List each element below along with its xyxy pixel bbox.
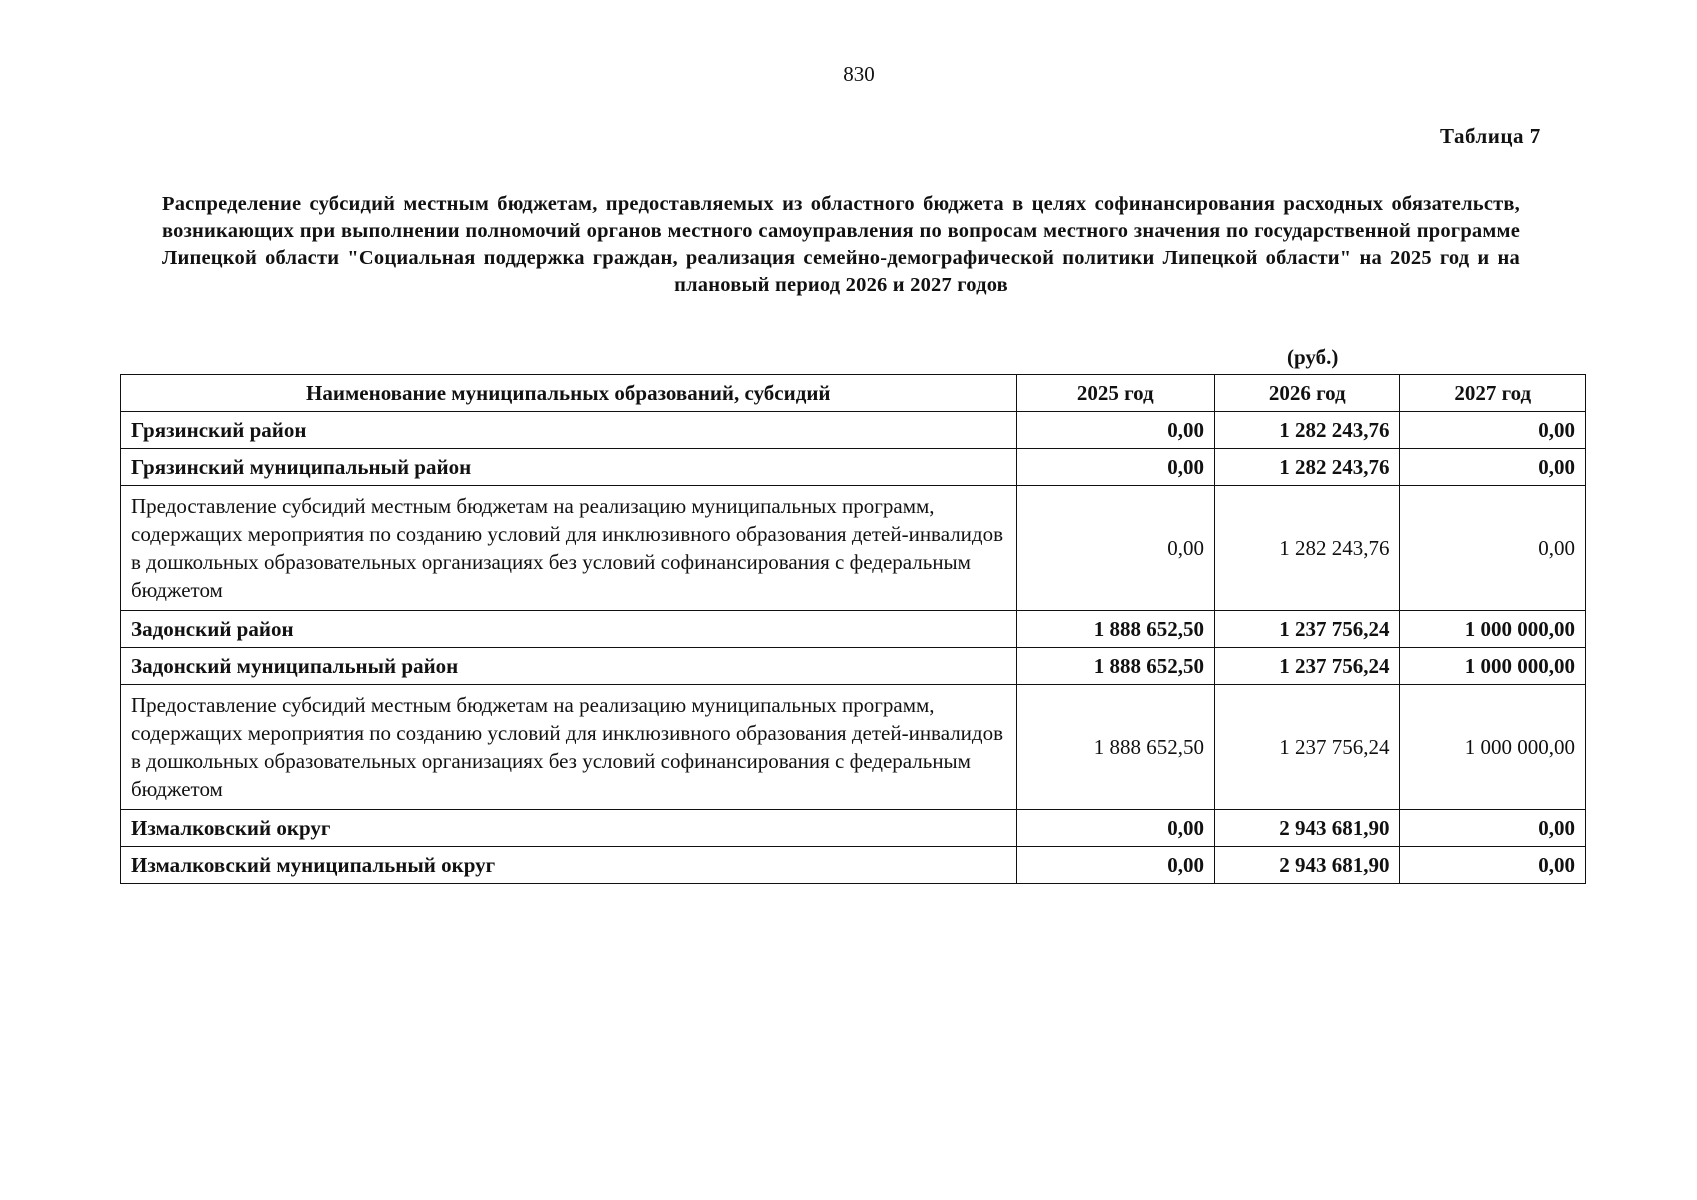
value-2025: 0,00 bbox=[1016, 412, 1214, 449]
value-2026: 2 943 681,90 bbox=[1214, 810, 1400, 847]
value-2027: 0,00 bbox=[1400, 810, 1586, 847]
table-label: Таблица 7 bbox=[1440, 124, 1541, 148]
value-2027: 0,00 bbox=[1400, 412, 1586, 449]
value-2025: 1 888 652,50 bbox=[1016, 685, 1214, 810]
value-2026: 1 282 243,76 bbox=[1214, 412, 1400, 449]
table-row bbox=[121, 648, 1586, 685]
row-name: Задонский муниципальный район bbox=[121, 648, 1017, 685]
value-2026: 1 282 243,76 bbox=[1214, 486, 1400, 611]
table-row bbox=[121, 685, 1586, 810]
value-2025: 0,00 bbox=[1016, 449, 1214, 486]
row-name: Предоставление субсидий местным бюджетам на реализацию муниципальных программ, содержащих мероприятия по созданию условий для инклюзивного образования детей-инвалидов в дошкольных образовательных организациях без условий софинансирования с федеральным бюджетом bbox=[121, 685, 1017, 810]
value-2026: 1 237 756,24 bbox=[1214, 685, 1400, 810]
currency-unit: (руб.) bbox=[1287, 345, 1339, 369]
document-title: Распределение субсидий местным бюджетам, предоставляемых из областного бюджета в целях софинансирования расходных обязательств, возникающих при выполнении полномочий органов местного самоуправления по вопросам местного значения по государственной программе Липецкой области "Социальная поддержка граждан, реализация семейно-демографической политики Липецкой области" на 2025 год и на плановый период 2026 и 2027 годов bbox=[162, 193, 1520, 296]
value-2025: 1 888 652,50 bbox=[1016, 611, 1214, 648]
value-2027: 1 000 000,00 bbox=[1400, 685, 1586, 810]
value-2027: 0,00 bbox=[1400, 486, 1586, 611]
table-row bbox=[121, 486, 1586, 611]
subsidy-table bbox=[120, 374, 1586, 884]
row-name: Измалковский муниципальный округ bbox=[121, 847, 1017, 884]
row-name: Измалковский округ bbox=[121, 810, 1017, 847]
table-row bbox=[121, 611, 1586, 648]
header-2027: 2027 год bbox=[1400, 375, 1586, 412]
value-2027: 0,00 bbox=[1400, 847, 1586, 884]
value-2027: 1 000 000,00 bbox=[1400, 611, 1586, 648]
table-header-row bbox=[121, 375, 1586, 412]
value-2025: 1 888 652,50 bbox=[1016, 648, 1214, 685]
value-2027: 1 000 000,00 bbox=[1400, 648, 1586, 685]
header-2026: 2026 год bbox=[1214, 375, 1400, 412]
table-row bbox=[121, 412, 1586, 449]
table-row bbox=[121, 810, 1586, 847]
row-name: Задонский район bbox=[121, 611, 1017, 648]
value-2027: 0,00 bbox=[1400, 449, 1586, 486]
page-number: 830 bbox=[843, 62, 875, 86]
value-2026: 2 943 681,90 bbox=[1214, 847, 1400, 884]
header-name: Наименование муниципальных образований, субсидий bbox=[121, 375, 1017, 412]
table-row bbox=[121, 847, 1586, 884]
value-2026: 1 237 756,24 bbox=[1214, 648, 1400, 685]
value-2026: 1 282 243,76 bbox=[1214, 449, 1400, 486]
value-2025: 0,00 bbox=[1016, 486, 1214, 611]
value-2025: 0,00 bbox=[1016, 847, 1214, 884]
header-2025: 2025 год bbox=[1016, 375, 1214, 412]
value-2026: 1 237 756,24 bbox=[1214, 611, 1400, 648]
value-2025: 0,00 bbox=[1016, 810, 1214, 847]
row-name: Предоставление субсидий местным бюджетам на реализацию муниципальных программ, содержащих мероприятия по созданию условий для инклюзивного образования детей-инвалидов в дошкольных образовательных организациях без условий софинансирования с федеральным бюджетом bbox=[121, 486, 1017, 611]
row-name: Грязинский муниципальный район bbox=[121, 449, 1017, 486]
table-row bbox=[121, 449, 1586, 486]
row-name: Грязинский район bbox=[121, 412, 1017, 449]
